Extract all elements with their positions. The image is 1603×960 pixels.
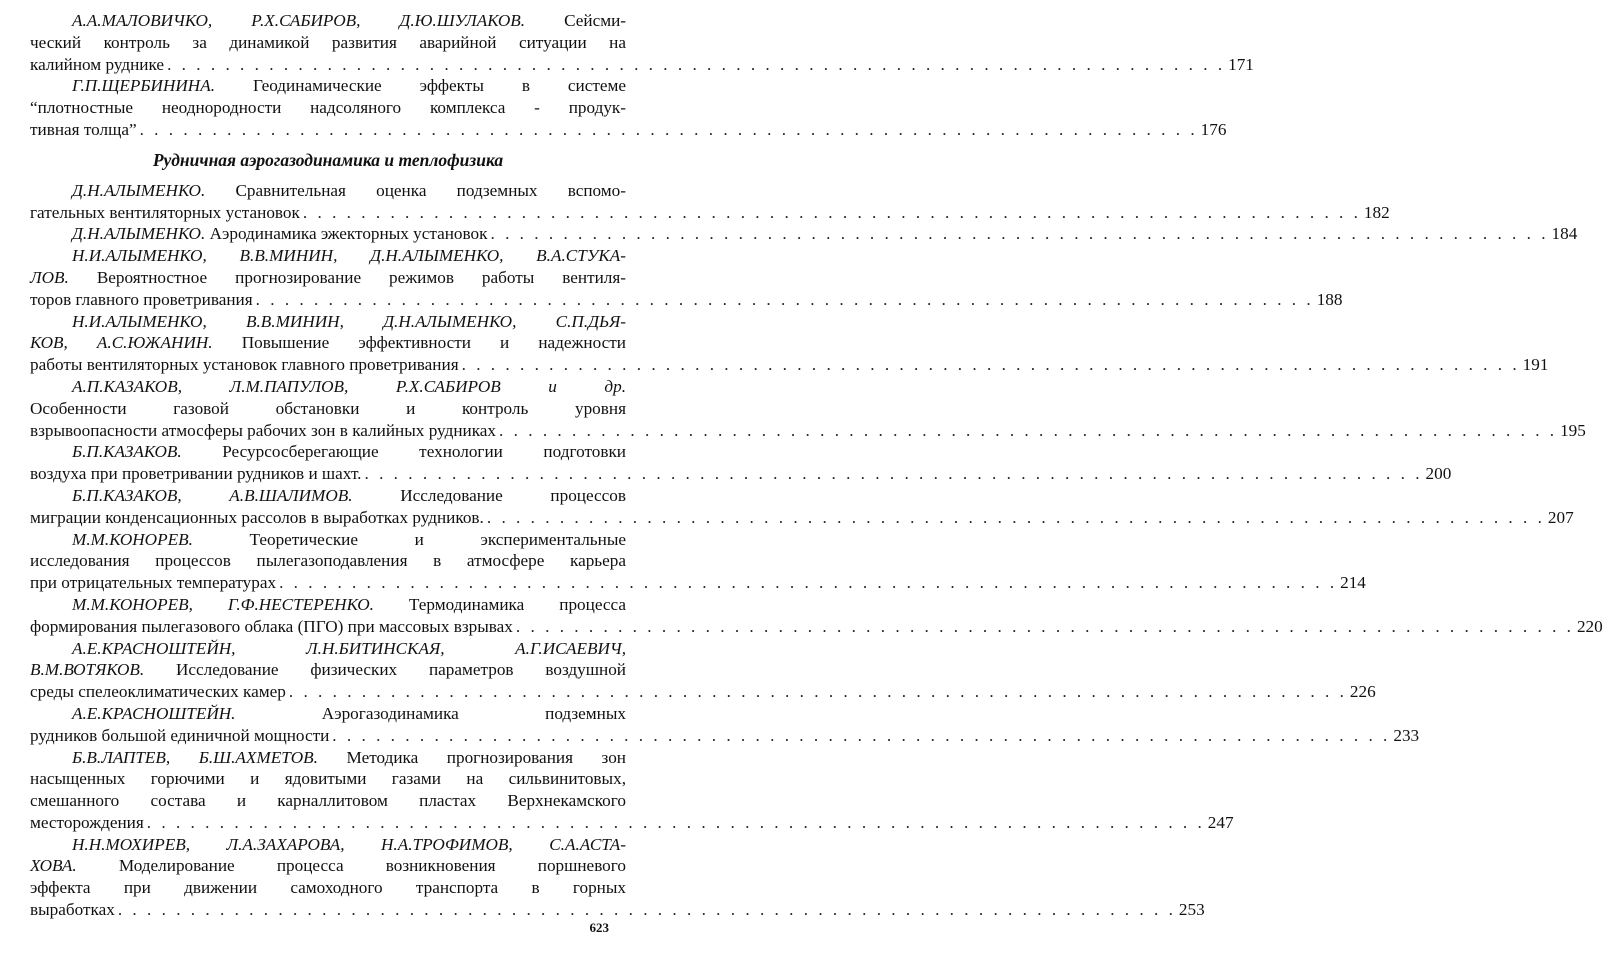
- dot-leader: . . . . . . . . . . . . . . . . . . . . . . . . . . . . . . . . . . . . . . . . . . . . . . . . . . . . . . . . . . . . . . . . . . . . . . . . .: [302, 202, 1361, 222]
- entry-title: Теоретические и экспериментальные: [249, 529, 626, 549]
- entry-text: [30, 572, 276, 594]
- entry-title: месторождения: [30, 812, 144, 832]
- entry-text: [30, 202, 300, 224]
- toc-entry-line: [30, 75, 626, 97]
- toc-entry-last-line: [30, 507, 1574, 529]
- entry-text: [30, 54, 164, 76]
- toc-entry-last-line: [30, 899, 1205, 921]
- toc-entry-line: [30, 768, 626, 790]
- entry-title: Термодинамика процесса: [408, 594, 626, 614]
- entry-text: [30, 812, 144, 834]
- entry-text: [30, 119, 137, 141]
- entry-title: Сравнительная оценка подземных вспомо-: [235, 180, 627, 200]
- entry-authors: А.П.КАЗАКОВ, Л.М.ПАПУЛОВ, Р.Х.САБИРОВ и др.: [72, 376, 626, 396]
- entry-title: Особенности газовой обстановки и контроль уровня: [30, 398, 626, 418]
- entry-title: смешанного состава и карналлитовом пластах Верхнекамского: [30, 791, 626, 811]
- entry-title: работы вентиляторных установок главного проветривания: [30, 355, 459, 375]
- entry-title: взрывоопасности атмосферы рабочих зон в калийных рудниках: [30, 420, 497, 440]
- toc-entry-line: [30, 97, 626, 119]
- toc-entry-line: [30, 790, 626, 812]
- toc-entry-last-line: [30, 681, 1376, 703]
- toc-entry-line: [30, 550, 626, 572]
- entry-title: торов главного проветривания: [30, 289, 253, 309]
- entry-authors: М.М.КОНОРЕВ.: [72, 529, 193, 549]
- entry-authors: В.М.ВОТЯКОВ.: [30, 660, 145, 680]
- entry-text: [30, 681, 286, 703]
- toc-entry-line: [30, 376, 626, 398]
- entry-text: [72, 223, 487, 245]
- entry-page-number: 195: [1560, 420, 1586, 440]
- dot-leader: . . . . . . . . . . . . . . . . . . . . . . . . . . . . . . . . . . . . . . . . . . . . . . . . . . . . . . . . . . . . . . . . . . . . . . . . .: [146, 812, 1205, 832]
- entry-title: Исследование процессов: [400, 485, 627, 505]
- entry-title: гательных вентиляторных установок: [30, 202, 300, 222]
- entry-authors: ХОВА.: [30, 856, 77, 876]
- toc-entry-line: [30, 180, 626, 202]
- toc-entry-line: [30, 10, 626, 32]
- entry-authors: Д.Н.АЛЫМЕНКО.: [72, 180, 206, 200]
- dot-leader: . . . . . . . . . . . . . . . . . . . . . . . . . . . . . . . . . . . . . . . . . . . . . . . . . . . . . . . . . . . . . . . . . . . . . . . . .: [486, 507, 1545, 527]
- dot-leader: . . . . . . . . . . . . . . . . . . . . . . . . . . . . . . . . . . . . . . . . . . . . . . . . . . . . . . . . . . . . . . . . . . . . . . . . .: [332, 725, 1391, 745]
- entry-title: тивная толща”: [30, 119, 137, 139]
- entry-title: Аэродинамика эжекторных установок: [209, 224, 488, 244]
- dot-leader: . . . . . . . . . . . . . . . . . . . . . . . . . . . . . . . . . . . . . . . . . . . . . . . . . . . . . . . . . . . . . . . . . . . . . . . . .: [167, 54, 1226, 74]
- section-heading: Рудничная аэрогазодинамика и теплофизика: [152, 149, 504, 170]
- entry-title: Повышение эффективности и надежности: [241, 333, 626, 353]
- toc-entry-last-line: [30, 354, 1549, 376]
- entry-authors: А.А.МАЛОВИЧКО, Р.Х.САБИРОВ, Д.Ю.ШУЛАКОВ.: [72, 11, 526, 30]
- entry-title: Сейсми-: [564, 11, 627, 30]
- entry-title: среды спелеоклиматических камер: [30, 682, 286, 702]
- toc-entry-last-line: [30, 572, 1366, 594]
- entry-title: калийном руднике: [30, 54, 165, 74]
- toc-entry-line: [30, 529, 626, 551]
- entry-page-number: 226: [1349, 682, 1376, 702]
- entry-text: [30, 899, 115, 921]
- entry-authors: Н.И.АЛЫМЕНКО, В.В.МИНИН, Д.Н.АЛЫМЕНКО, С.П.ДЬЯ-: [72, 311, 626, 331]
- entry-title: выработках: [30, 900, 115, 920]
- page-number: 623: [589, 920, 609, 935]
- toc-entry-line: [30, 877, 626, 899]
- entry-page-number: 191: [1522, 355, 1549, 375]
- entry-text: [30, 616, 513, 638]
- entry-title: Вероятностное прогнозирование режимов работы вентиля-: [96, 267, 626, 287]
- entry-authors: Н.И.АЛЫМЕНКО, В.В.МИНИН, Д.Н.АЛЫМЕНКО, В.А.СТУКА-: [72, 246, 626, 266]
- entry-text: [30, 289, 253, 311]
- entry-text: [30, 354, 459, 376]
- entry-authors: А.Е.КРАСНОШТЕЙН, Л.Н.БИТИНСКАЯ, А.Г.ИСАЕВИЧ,: [72, 638, 626, 658]
- table-of-contents: [30, 10, 1603, 921]
- toc-entry-last-line: [30, 54, 1254, 76]
- toc-entry-line: [30, 834, 626, 856]
- toc-entry-last-line: [30, 725, 1420, 747]
- toc-entry-line: [30, 747, 626, 769]
- entry-page-number: 171: [1228, 54, 1254, 74]
- entry-title: эффекта при движении самоходного транспорта в горных: [30, 878, 626, 898]
- toc-entry-line: [30, 485, 626, 507]
- entry-title: формирования пылегазового облака (ПГО) при массовых взрывах: [30, 616, 513, 636]
- toc-entry-line: [30, 441, 626, 463]
- toc-entry-last-line: [30, 420, 1586, 442]
- entry-text: [30, 420, 496, 442]
- toc-entry-line: [30, 703, 626, 725]
- toc-entry-last-line: [30, 616, 1603, 638]
- toc-entry-line: [30, 267, 626, 289]
- entry-authors: Д.Н.АЛЫМЕНКО.: [72, 224, 206, 244]
- entry-title: Моделирование процесса возникновения поршневого: [118, 856, 626, 876]
- dot-leader: . . . . . . . . . . . . . . . . . . . . . . . . . . . . . . . . . . . . . . . . . . . . . . . . . . . . . . . . . . . . . . . . . . . . . . . . .: [139, 119, 1198, 139]
- dot-leader: . . . . . . . . . . . . . . . . . . . . . . . . . . . . . . . . . . . . . . . . . . . . . . . . . . . . . . . . . . . . . . . . . . . . . . . . .: [490, 224, 1549, 244]
- entry-authors: ЛОВ.: [30, 267, 69, 287]
- entry-page-number: 182: [1363, 202, 1390, 222]
- entry-title: миграции конденсационных рассолов в выработках рудников.: [30, 507, 484, 527]
- entry-title: насыщенных горючими и ядовитыми газами на сильвинитовых,: [30, 769, 626, 789]
- entry-text: [30, 725, 329, 747]
- toc-entry-line: [30, 659, 626, 681]
- entry-page-number: 188: [1316, 289, 1343, 309]
- entry-page-number: 176: [1200, 119, 1227, 139]
- entry-authors: Н.Н.МОХИРЕВ, Л.А.ЗАХАРОВА, Н.А.ТРОФИМОВ, С.А.АСТА-: [72, 834, 626, 854]
- dot-leader: . . . . . . . . . . . . . . . . . . . . . . . . . . . . . . . . . . . . . . . . . . . . . . . . . . . . . . . . . . . . . . . . . . . . . . . . .: [288, 682, 1347, 702]
- entry-authors: Г.П.ЩЕРБИНИНА.: [72, 76, 215, 96]
- entry-page-number: 253: [1178, 900, 1205, 920]
- toc-entry-line: [30, 594, 626, 616]
- entry-title: воздуха при проветривании рудников и шахт.: [30, 464, 362, 484]
- toc-entry-line: [30, 311, 626, 333]
- entry-authors: А.Е.КРАСНОШТЕЙН.: [72, 703, 236, 723]
- dot-leader: . . . . . . . . . . . . . . . . . . . . . . . . . . . . . . . . . . . . . . . . . . . . . . . . . . . . . . . . . . . . . . . . . . . . . . . . .: [279, 573, 1338, 593]
- entry-title: Геодинамические эффекты в системе: [252, 76, 626, 96]
- entry-title: Исследование физических параметров воздушной: [176, 660, 626, 680]
- entry-authors: Б.П.КАЗАКОВ.: [72, 442, 182, 462]
- entry-page-number: 233: [1393, 725, 1420, 745]
- entry-title: Ресурсосберегающие технологии подготовки: [222, 442, 626, 462]
- entry-title: “плотностные неоднородности надсоляного комплекса - продук-: [30, 98, 626, 118]
- entry-title: Аэрогазодинамика подземных: [321, 703, 627, 723]
- dot-leader: . . . . . . . . . . . . . . . . . . . . . . . . . . . . . . . . . . . . . . . . . . . . . . . . . . . . . . . . . . . . . . . . . . . . . . . . .: [364, 464, 1423, 484]
- dot-leader: . . . . . . . . . . . . . . . . . . . . . . . . . . . . . . . . . . . . . . . . . . . . . . . . . . . . . . . . . . . . . . . . . . . . . . . . .: [461, 355, 1520, 375]
- toc-entry-last-line: [30, 119, 1227, 141]
- toc-entry-line: [30, 245, 626, 267]
- dot-leader: . . . . . . . . . . . . . . . . . . . . . . . . . . . . . . . . . . . . . . . . . . . . . . . . . . . . . . . . . . . . . . . . . . . . . . . . .: [515, 616, 1574, 636]
- entry-title: при отрицательных температурах: [30, 573, 277, 593]
- entry-title: исследования процессов пылегазоподавления в атмосфере карьера: [30, 551, 626, 571]
- entry-page-number: 220: [1576, 616, 1603, 636]
- toc-entry-last-line: [30, 812, 1234, 834]
- toc-entry-line: [30, 638, 626, 660]
- toc-entry-line: [30, 32, 626, 54]
- entry-authors: Б.П.КАЗАКОВ, А.В.ШАЛИМОВ.: [72, 485, 353, 505]
- toc-entry-last-line: [30, 202, 1390, 224]
- toc-entry-last-line: [30, 223, 1578, 245]
- entry-text: [30, 463, 361, 485]
- dot-leader: . . . . . . . . . . . . . . . . . . . . . . . . . . . . . . . . . . . . . . . . . . . . . . . . . . . . . . . . . . . . . . . . . . . . . . . . .: [255, 289, 1314, 309]
- entry-title: рудников большой единичной мощности: [30, 725, 330, 745]
- toc-entry-last-line: [30, 463, 1452, 485]
- entry-title: ческий контроль за динамикой развития аварийной ситуации на: [30, 32, 626, 52]
- entry-page-number: 184: [1551, 224, 1578, 244]
- entry-page-number: 214: [1340, 573, 1366, 593]
- toc-entry-line: [30, 398, 626, 420]
- toc-entry-line: [30, 855, 626, 877]
- entry-text: [30, 507, 484, 529]
- toc-entry-last-line: [30, 289, 1343, 311]
- entry-page-number: 207: [1547, 507, 1574, 527]
- entry-page-number: 200: [1425, 464, 1452, 484]
- entry-authors: КОВ, А.С.ЮЖАНИН.: [30, 333, 213, 353]
- dot-leader: . . . . . . . . . . . . . . . . . . . . . . . . . . . . . . . . . . . . . . . . . . . . . . . . . . . . . . . . . . . . . . . . . . . . . . . . .: [499, 420, 1558, 440]
- entry-title: Методика прогнозирования зон: [346, 747, 626, 767]
- dot-leader: . . . . . . . . . . . . . . . . . . . . . . . . . . . . . . . . . . . . . . . . . . . . . . . . . . . . . . . . . . . . . . . . . . . . . . . . .: [117, 900, 1176, 920]
- entry-authors: Б.В.ЛАПТЕВ, Б.Ш.АХМЕТОВ.: [72, 747, 318, 767]
- entry-authors: М.М.КОНОРЕВ, Г.Ф.НЕСТЕРЕНКО.: [72, 594, 374, 614]
- toc-entry-line: [30, 332, 626, 354]
- entry-page-number: 247: [1207, 812, 1234, 832]
